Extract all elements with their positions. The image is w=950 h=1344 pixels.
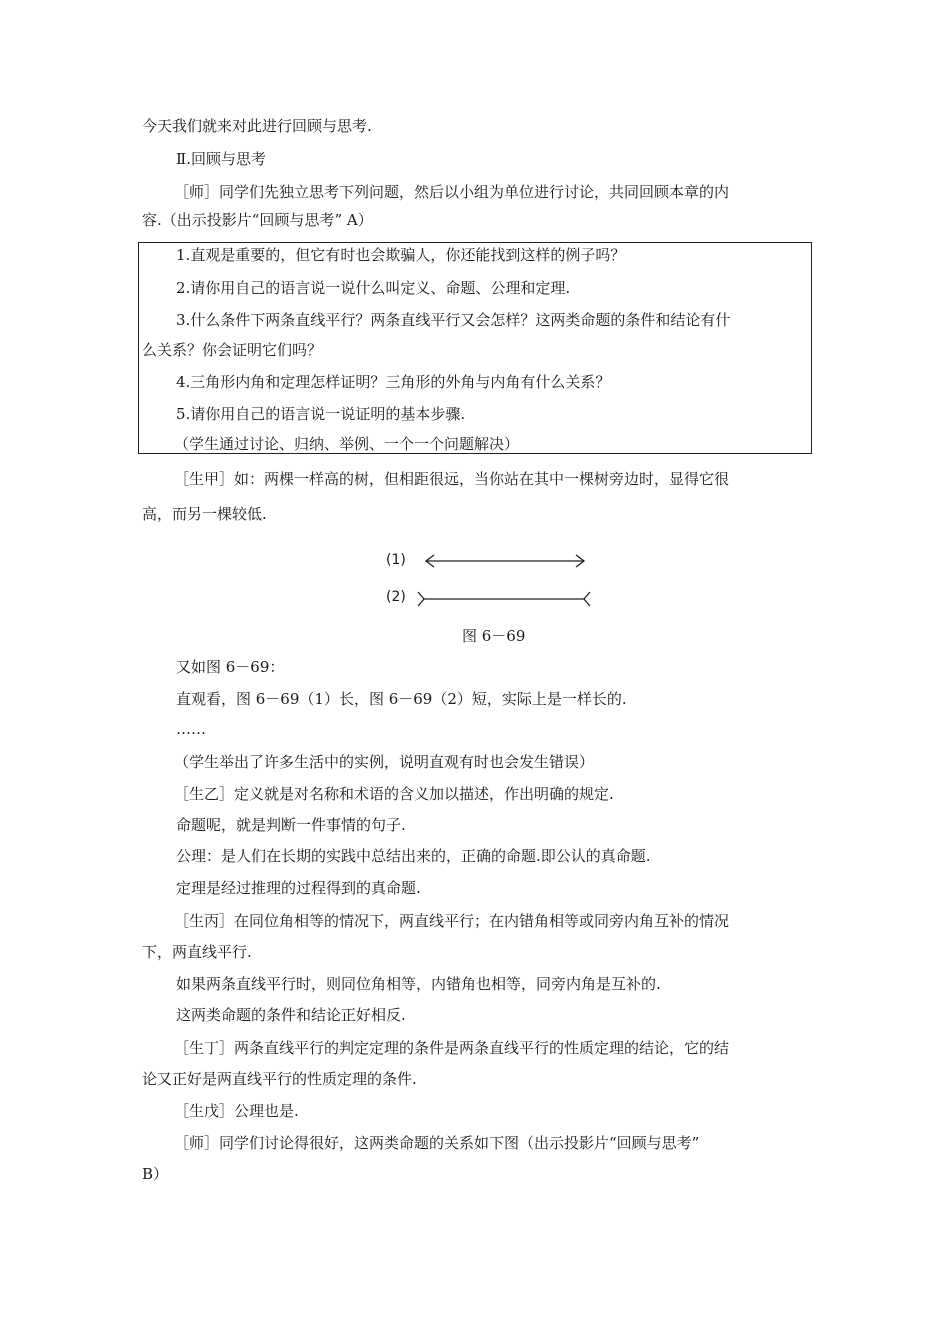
text-r7: 公理：是人们在长期的实践中总结出来的，正确的命题.即公认的真命题.: [176, 847, 651, 865]
question-2: 2.请你用自己的语言说一说什么叫定义、命题、公理和定理.: [176, 279, 571, 297]
text-r5: ［生乙］定义就是对名称和术语的含义加以描述，作出明确的规定.: [174, 785, 614, 803]
text-r11: 这两类命题的条件和结论正好相反.: [176, 1006, 406, 1024]
box-note: （学生通过讨论、归纳、举例、一个一个问题解决）: [174, 435, 520, 453]
question-3-line2: 么关系？你会证明它们吗？: [142, 341, 323, 359]
text-r2: 直观看，图 6－69（1）长，图 6－69（2）短，实际上是一样长的.: [176, 690, 627, 708]
section-heading: Ⅱ.回顾与思考: [176, 150, 266, 168]
figure-label-1: (1): [386, 552, 406, 568]
text-r14-line2: B）: [142, 1165, 169, 1183]
arrow-line-2: [418, 592, 590, 606]
teacher-paragraph-line1: ［师］同学们先独立思考下列问题，然后以小组为单位进行讨论，共同回顾本章的内: [174, 183, 730, 201]
figure-muller-lyer: [410, 545, 610, 605]
question-5: 5.请你用自己的语言说一说证明的基本步骤.: [176, 405, 466, 423]
arrow-line-1: [426, 555, 584, 567]
question-4: 4.三角形内角和定理怎样证明？三角形的外角与内角有什么关系？: [176, 373, 611, 391]
figure-label-2: (2): [386, 589, 406, 605]
text-r10: 如果两条直线平行时，则同位角相等，内错角也相等，同旁内角是互补的.: [176, 975, 661, 993]
text-r1: 又如图 6－69：: [176, 658, 285, 676]
teacher-paragraph-line2: 容.（出示投影片“回顾与思考” A）: [142, 211, 373, 229]
text-r3: ……: [176, 720, 206, 738]
text-r9-line2: 下，两直线平行.: [142, 943, 252, 961]
text-r6: 命题呢，就是判断一件事情的句子.: [176, 816, 406, 834]
text-r8: 定理是经过推理的过程得到的真命题.: [176, 879, 421, 897]
paragraph-intro: 今天我们就来对此进行回顾与思考.: [142, 117, 372, 135]
text-r4: （学生举出了许多生活中的实例，说明直观有时也会发生错误）: [174, 753, 595, 771]
text-r13: ［生戊］公理也是.: [174, 1102, 299, 1120]
student-a-line1: ［生甲］如：两棵一样高的树，但相距很远，当你站在其中一棵树旁边时，显得它很: [174, 470, 730, 488]
question-3-line1: 3.什么条件下两条直线平行？两条直线平行又会怎样？这两类命题的条件和结论有什: [176, 311, 731, 329]
text-r12-line1: ［生丁］两条直线平行的判定定理的条件是两条直线平行的性质定理的结论，它的结: [174, 1039, 730, 1057]
text-r9-line1: ［生丙］在同位角相等的情况下，两直线平行；在内错角相等或同旁内角互补的情况: [174, 912, 730, 930]
question-1: 1.直观是重要的，但它有时也会欺骗人，你还能找到这样的例子吗？: [176, 246, 626, 264]
student-a-line2: 高，而另一棵较低.: [142, 505, 267, 523]
figure-caption: 图 6－69: [462, 627, 526, 645]
text-r14-line1: ［师］同学们讨论得很好，这两类命题的关系如下图（出示投影片“回顾与思考”: [174, 1134, 700, 1152]
text-r12-line2: 论又正好是两直线平行的性质定理的条件.: [142, 1070, 417, 1088]
